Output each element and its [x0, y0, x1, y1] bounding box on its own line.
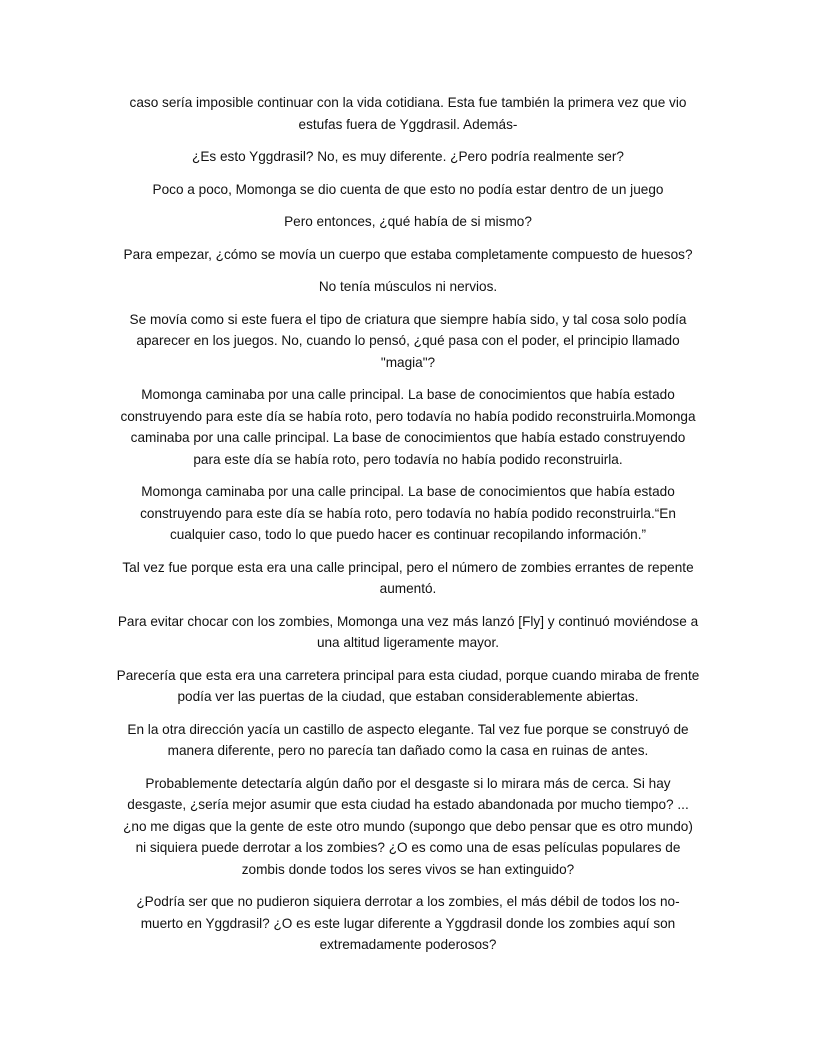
paragraph-8: Momonga caminaba por una calle principal. La base de conocimientos que había estado construyendo para este día se había roto, pero todavía no había podido reconstruirla.Momonga caminaba por una calle principal. La base de conocimientos que había estado construyendo para este día se había roto, pero todavía no había podido reconstruirla.	[120, 387, 696, 467]
paragraph-10: Tal vez fue porque esta era una calle principal, pero el número de zombies errantes de repente aumentó.	[122, 559, 694, 596]
paragraph-7: Se movía como si este fuera el tipo de criatura que siempre había sido, y tal cosa solo podía aparecer en los juegos. No, cuando lo pensó, ¿qué pasa con el poder, el principio llamado "magia"?	[129, 311, 687, 370]
paragraph-12: Parecería que esta era una carretera principal para esta ciudad, porque cuando miraba de frente podía ver las puertas de la ciudad, que estaban considerablemente abiertas.	[116, 667, 700, 704]
document-page	[116, 92, 700, 967]
paragraph-5: Para empezar, ¿cómo se movía un cuerpo que estaba completamente compuesto de huesos?	[123, 246, 693, 262]
paragraph-14: Probablemente detectaría algún daño por el desgaste si lo mirara más de cerca. Si hay desgaste, ¿sería mejor asumir que esta ciudad ha estado abandonada por mucho tiempo? ... ¿no me digas que la gente de este otro mundo (supongo que debo pensar que es otro mundo) ni siquiera puede derrotar a los zombies? ¿O es como una de esas películas populares de zombis donde todos los seres vivos se han extinguido?	[123, 775, 693, 877]
paragraph-4: Pero entonces, ¿qué había de si mismo?	[284, 214, 532, 229]
paragraph-11: Para evitar chocar con los zombies, Momonga una vez más lanzó [Fly] y continuó moviéndose a una altitud ligeramente mayor.	[117, 613, 699, 650]
paragraph-1: caso sería imposible continuar con la vida cotidiana. Esta fue también la primera vez que vio estufas fuera de Yggdrasil. Además-	[129, 95, 687, 132]
paragraph-9: Momonga caminaba por una calle principal. La base de conocimientos que había estado construyendo para este día se había roto, pero todavía no había podido reconstruirla.“En cualquier caso, todo lo que puedo hacer es continuar recopilando información.”	[140, 484, 676, 542]
paragraph-2: ¿Es esto Yggdrasil? No, es muy diferente. ¿Pero podría realmente ser?	[192, 149, 624, 164]
paragraph-13: En la otra dirección yacía un castillo de aspecto elegante. Tal vez fue porque se construyó de manera diferente, pero no parecía tan dañado como la casa en ruinas de antes.	[127, 721, 689, 758]
paragraph-15: ¿Podría ser que no pudieron siquiera derrotar a los zombies, el más débil de todos los no-muerto en Yggdrasil? ¿O es este lugar diferente a Yggdrasil donde los zombies aquí son extremadamente poderosos?	[136, 894, 680, 952]
paragraph-6: No tenía músculos ni nervios.	[318, 279, 498, 294]
paragraph-3: Poco a poco, Momonga se dio cuenta de que esto no podía estar dentro de un juego	[152, 181, 664, 197]
